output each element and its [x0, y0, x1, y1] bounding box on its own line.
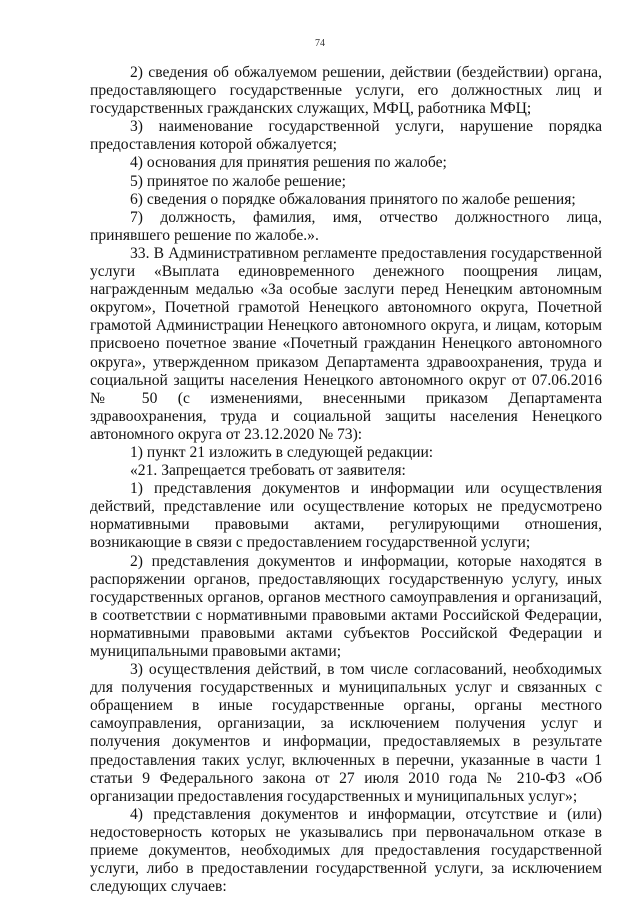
list-item-3-service-name: 3) наименование государственной услуги, нарушение порядка предоставления которой обжалуется; — [90, 118, 602, 154]
clause-21-item-4: 4) представления документов и информации, отсутствие и (или) недостоверность которых не указывались при первоначальном отказе в приеме документов, необходимых для предоставления государственной услуги, либо в предоставлении государственной услуги, за исключением следующих случаев: — [90, 805, 602, 896]
list-item-4-grounds: 4) основания для принятия решения по жалобе; — [130, 154, 447, 172]
list-item-2-appeal-decision: 2) сведения об обжалуемом решении, действии (бездействии) органа, предоставляющего государственные услуги, его должностных лиц и государственных гражданских служащих, МФЦ, работника МФЦ; — [90, 64, 602, 118]
clause-21-item-1: 1) представления документов и информации или осуществления действий, представление или осуществление которых не предусмотрено нормативными правовыми актами, регулирующими отношения, возникающие в связи с предоставлением государственной услуги; — [90, 480, 602, 552]
clause-21-item-3: 3) осуществления действий, в том числе согласований, необходимых для получения государственных и муниципальных услуг и связанных с обращением в иные государственные органы, органы местного самоуправления, организации, за исключением получения услуг и получения документов и информации, предоставляемых в результате предоставления таких услуг, включенных в перечни, указанные в части 1 статьи 9 Федерального закона от 27 июля 2010 года № 210-ФЗ «Об организации предоставления государственных и муниципальных услуг»; — [90, 661, 602, 805]
list-item-7-official: 7) должность, фамилия, имя, отчество должностного лица, принявшего решение по жалобе.». — [90, 208, 602, 244]
clause-21-item-2: 2) представления документов и информации, которые находятся в распоряжении органов, предоставляющих государственную услугу, иных государственных органов, органов местного самоуправления и организаций, в соответствии с нормативными правовыми актами Российской Федерации, нормативными правовыми актами субъектов Российской Федерации и муниципальными правовыми актами; — [90, 552, 602, 660]
document-body — [90, 64, 602, 896]
list-item-6-appeal-procedure: 6) сведения о порядке обжалования принятого по жалобе решения; — [130, 190, 576, 208]
clause-21-heading: «21. Запрещается требовать от заявителя: — [130, 462, 406, 480]
subitem-1-clause-21: 1) пункт 21 изложить в следующей редакции: — [130, 443, 434, 461]
section-33-paragraph: 33. В Административном регламенте предоставления государственной услуги «Выплата единовременного денежного поощрения лицам, награжденным медалью «За особые заслуги перед Ненецким автономным округом», Почетной грамотой Ненецкого автономного округа, Почетной грамотой Администрации Ненецкого автономного округа, и лицам, которым присвоено почетное звание «Почетный гражданин Ненецкого автономного округа», утвержденном приказом Департамента здравоохранения, труда и социальной защиты населения Ненецкого автономного округ от 07.06.2016 № 50 (с изменениями, внесенными приказом Департамента здравоохранения, труда и социальной защиты населения Ненецкого автономного округа от 23.12.2020 № 73): — [90, 244, 602, 443]
list-item-5-decision: 5) принятое по жалобе решение; — [130, 172, 346, 190]
page-number: 74 — [315, 38, 325, 49]
